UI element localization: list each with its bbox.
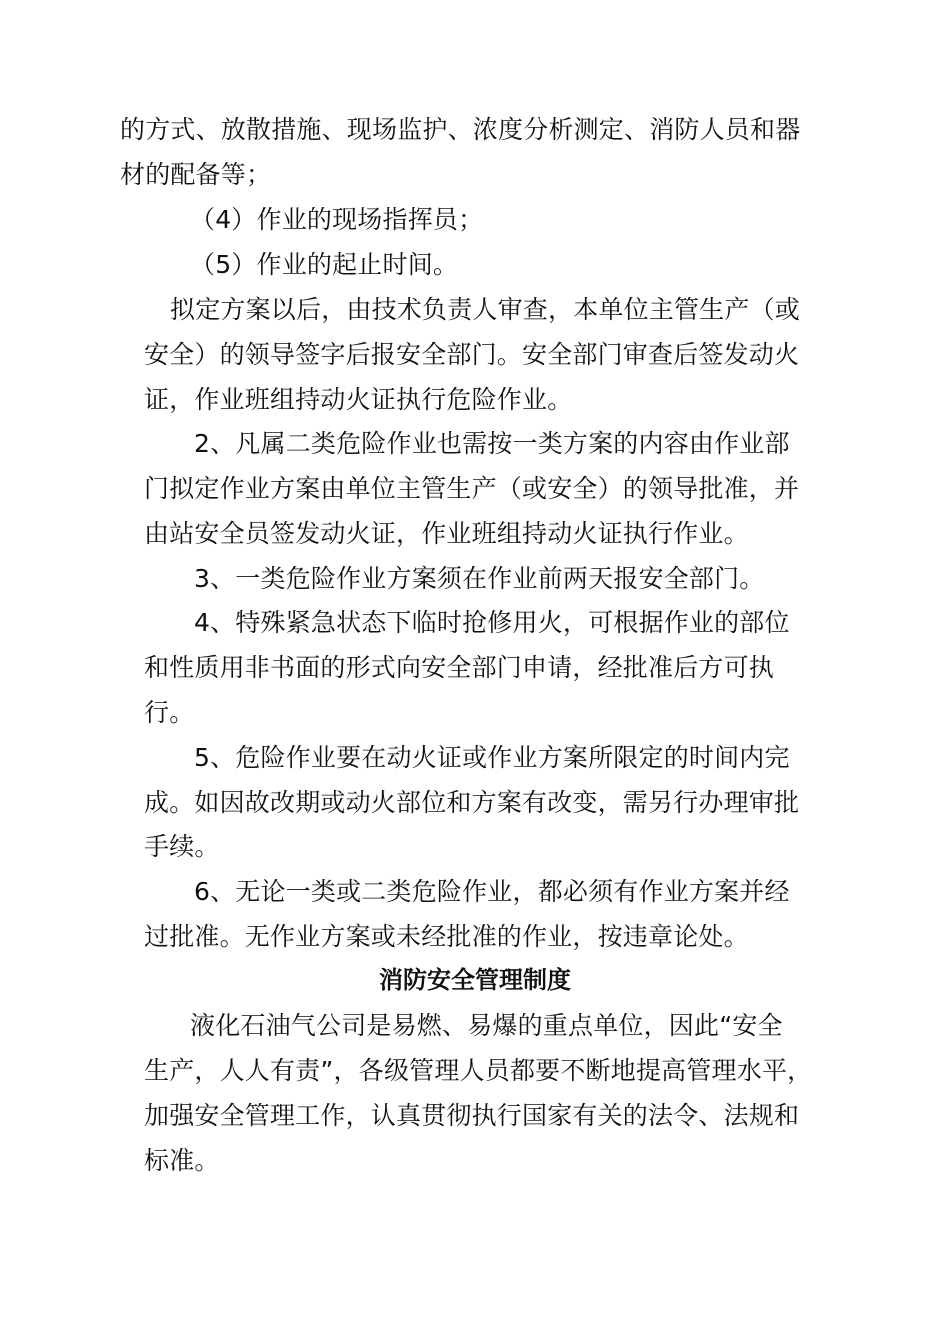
list-item-text: （5）作业的起止时间。 [190, 250, 459, 279]
numbered-item-line: 手续。 [144, 832, 220, 861]
numbered-item-line: 3、一类危险作业方案须在作业前两天报安全部门。 [194, 564, 765, 593]
list-item-text: （4）作业的现场指挥员； [190, 205, 484, 234]
text-line: 的方式、放散措施、现场监护、浓度分析测定、消防人员和器 [120, 115, 801, 144]
paragraph-line: 证，作业班组持动火证执行危险作业。 [144, 385, 573, 414]
numbered-item-line: 成。如因故改期或动火部位和方案有改变，需另行办理审批 [144, 788, 800, 817]
numbered-item-line: 行。 [144, 698, 195, 727]
numbered-item-line: 5、危险作业要在动火证或作业方案所限定的时间内完 [194, 743, 790, 772]
paragraph-line: 液化石油气公司是易燃、易爆的重点单位，因此“安全 [190, 1011, 783, 1040]
numbered-item-line: 过批准。无作业方案或未经批准的作业，按违章论处。 [144, 922, 749, 951]
numbered-item-line: 由站安全员签发动火证，作业班组持动火证执行作业。 [144, 519, 749, 548]
numbered-item-line: 2、凡属二类危险作业也需按一类方案的内容由作业部 [194, 429, 790, 458]
paragraph-line: 拟定方案以后，由技术负责人审查，本单位主管生产（或 [170, 295, 801, 324]
paragraph-line: 安全）的领导签字后报安全部门。安全部门审查后签发动火 [144, 340, 800, 369]
paragraph-line: 加强安全管理工作，认真贯彻执行国家有关的法令、法规和 [144, 1101, 800, 1130]
numbered-item-line: 4、特殊紧急状态下临时抢修用火，可根据作业的部位 [194, 608, 790, 637]
paragraph-line: 标准。 [144, 1146, 220, 1175]
numbered-item-line: 6、无论一类或二类危险作业，都必须有作业方案并经 [194, 877, 790, 906]
paragraph-line: 生产，人人有责”，各级管理人员都要不断地提高管理水平， [144, 1056, 813, 1085]
section-title: 消防安全管理制度 [379, 966, 571, 994]
text-line: 材的配备等； [120, 160, 272, 189]
numbered-item-line: 门拟定作业方案由单位主管生产（或安全）的领导批准，并 [144, 474, 800, 503]
numbered-item-line: 和性质用非书面的形式向安全部门申请，经批准后方可执 [144, 653, 775, 682]
